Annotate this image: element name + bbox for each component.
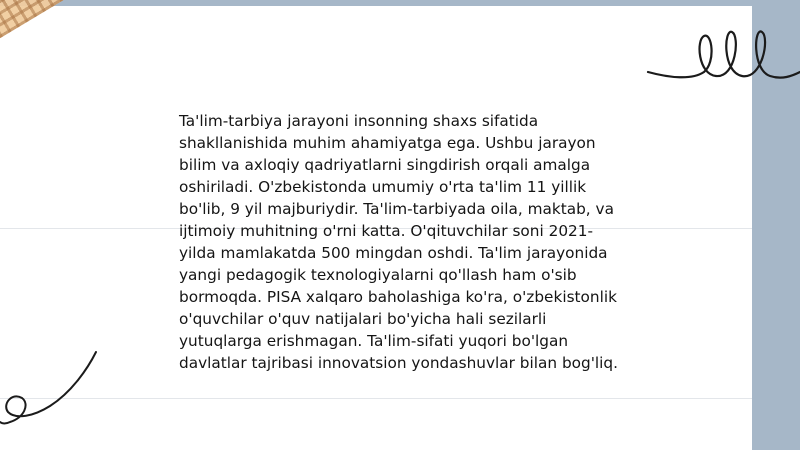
paper-rule xyxy=(0,398,752,399)
loop-scribble-bottom-left xyxy=(0,348,110,428)
loop-scribble-top-right xyxy=(640,14,800,86)
body-paragraph: Ta'lim-tarbiya jarayoni insonning shaxs sifatida shakllanishida muhim ahamiyatga ega. Ushbu jarayon bilim va axloqiy qadriyatlarni singdirish orqali amalga oshiriladi. O'zbekistonda umumiy o'rta ta'lim 11 yillik bo'lib, 9 yil majburiydir. Ta'lim-tarbiyada oila, maktab, va ijtimoiy muhitning o'rni katta. O'qituvchilar soni 2021-yilda mamlakatda 500 mingdan oshdi. Ta'lim jarayonida yangi pedagogik texnologiyalarni qo'llash ham o'sib bormoqda. PISA xalqaro baholashiga ko'ra, o'zbekistonlik o'quvchilar o'quv natijalari bo'yicha hali sezilarli yutuqlarga erishmagan. Ta'lim-sifati yuqori bo'lgan davlatlar tajribasi innovatsion yondashuvlar bilan bog'liq. xyxy=(179,112,618,372)
